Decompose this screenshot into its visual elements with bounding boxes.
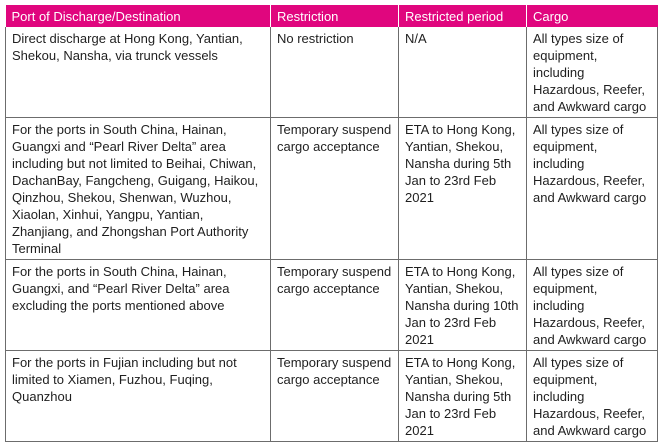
cell-cargo: All types size of equipment, including Hazardous, Reefer, and Awkward cargo: [527, 260, 658, 351]
header-cargo: Cargo: [527, 5, 658, 27]
cell-restriction: Temporary suspend cargo acceptance: [271, 351, 399, 442]
cell-port: For the ports in South China, Hainan, Guangxi, and “Pearl River Delta” area excluding the ports mentioned above: [6, 260, 271, 351]
cell-period: ETA to Hong Kong, Yantian, Shekou, Nansha during 10th Jan to 23rd Feb 2021: [399, 260, 527, 351]
header-period: Restricted period: [399, 5, 527, 27]
cell-cargo: All types size of equipment, including Hazardous, Reefer, and Awkward cargo: [527, 351, 658, 442]
cell-restriction: Temporary suspend cargo acceptance: [271, 260, 399, 351]
cell-cargo: All types size of equipment, including Hazardous, Reefer, and Awkward cargo: [527, 27, 658, 118]
cell-port: Direct discharge at Hong Kong, Yantian, Shekou, Nansha, via trunck vessels: [6, 27, 271, 118]
header-row: [6, 5, 658, 27]
cell-period: ETA to Hong Kong, Yantian, Shekou, Nansha during 5th Jan to 23rd Feb 2021: [399, 118, 527, 260]
table-row: [6, 260, 658, 351]
table-header: [6, 5, 658, 27]
table-row: [6, 118, 658, 260]
cell-period: ETA to Hong Kong, Yantian, Shekou, Nansha during 5th Jan to 23rd Feb 2021: [399, 351, 527, 442]
cell-port: For the ports in South China, Hainan, Guangxi and “Pearl River Delta” area including but not limited to Beihai, Chiwan, DachanBay, Fangcheng, Guigang, Haikou, Qinzhou, Shekou, Shenwan, Wuzhou, Xiaolan, Xinhui, Yangpu, Yantian, Zhanjiang, and Zhongshan Port Authority Terminal: [6, 118, 271, 260]
table-row: [6, 351, 658, 442]
cell-port: For the ports in Fujian including but not limited to Xiamen, Fuzhou, Fuqing, Quanzhou: [6, 351, 271, 442]
header-port: Port of Discharge/Destination: [6, 5, 271, 27]
cell-cargo: All types size of equipment, including Hazardous, Reefer, and Awkward cargo: [527, 118, 658, 260]
cell-restriction: Temporary suspend cargo acceptance: [271, 118, 399, 260]
cell-period: N/A: [399, 27, 527, 118]
header-restriction: Restriction: [271, 5, 399, 27]
table-row: [6, 27, 658, 118]
cargo-restriction-table: [5, 5, 658, 442]
table-body: [6, 27, 658, 442]
cell-restriction: No restriction: [271, 27, 399, 118]
